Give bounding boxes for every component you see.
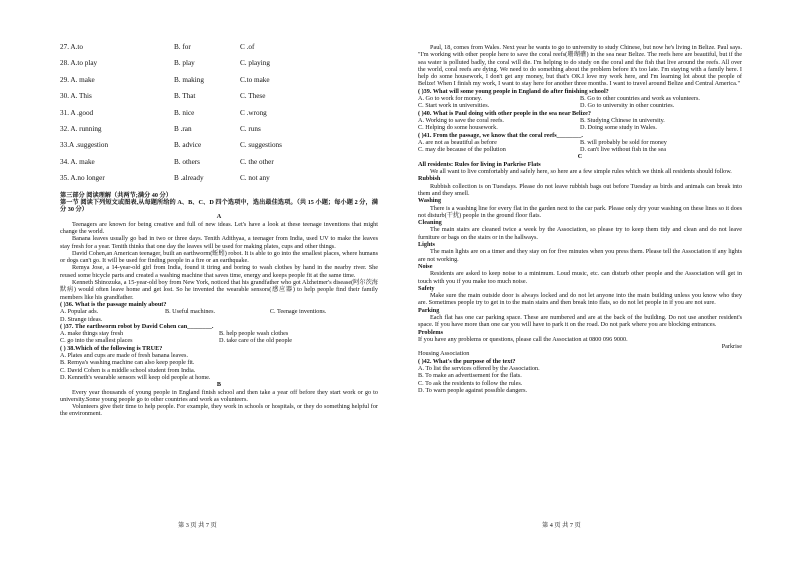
choice: A. Working to save the coral reefs. bbox=[418, 116, 504, 124]
rule-text: There is a washing line for every flat in the garden next to the car park. Please only dry your washing on these lines so it does not disturb(干扰) people in the ground floor flats. bbox=[418, 204, 742, 219]
section-title: 第三部分 阅读理解（共两节;满分 40 分） bbox=[60, 191, 172, 199]
passage-a-paragraph: Teenagers are known for being creative and full of new ideas. Let's have a look at these teenage inventions that might change the world. bbox=[60, 220, 378, 235]
option-number: 31. A .good bbox=[60, 108, 94, 117]
option-list bbox=[60, 44, 378, 192]
choice: B. will probably be sold for money bbox=[580, 138, 667, 146]
passage-a-paragraph: Banana leaves usually go bad in two or three days. Tenith Adithyaa, a teenager from India, used UV to make the leaves stay fresh for a year. Tenith thinks that one day the leaves will be used for making plates, cups and other things. bbox=[60, 235, 378, 250]
question-36: ( )36. What is the passage mainly about? bbox=[60, 300, 167, 308]
option-c: C.to make bbox=[240, 75, 270, 84]
choice: B. Useful machines. bbox=[164, 308, 216, 316]
question-39-options bbox=[418, 95, 742, 110]
option-row bbox=[60, 77, 378, 93]
option-b: B .already bbox=[174, 174, 204, 183]
question-37-options bbox=[60, 330, 378, 345]
choice: A. Popular ads. bbox=[60, 308, 99, 316]
rule-text: If you have any problems or questions, please call the Association at 0800 096 9000. bbox=[418, 335, 628, 343]
choice: A. Go to work for money. bbox=[418, 95, 483, 103]
choice: C. go into the smallest places bbox=[60, 337, 133, 345]
choice: B. To make an advertisement for the flats. bbox=[418, 372, 522, 380]
passage-a-letter: A bbox=[216, 213, 222, 221]
option-number: 34. A. make bbox=[60, 157, 95, 166]
question-38-options bbox=[60, 352, 378, 381]
option-row bbox=[60, 93, 378, 109]
choice: C. Helping do some housework. bbox=[418, 124, 498, 132]
option-c: C. the other bbox=[240, 157, 274, 166]
rule-text: The main lights are on a timer and they stay on for five minutes when you press them. Please tell the Association if any lights are not working. bbox=[418, 248, 742, 263]
rule-text: The main stairs are cleaned twice a week by the Association, so please try to keep them tidy and clean and do not leave furniture or bags on the stairs or in the hallways. bbox=[418, 226, 742, 241]
choice: A. are not as beautiful as before bbox=[418, 138, 497, 146]
option-c: C. suggestions bbox=[240, 141, 282, 150]
passage-c-title: All residents: Rules for living in Parkrise Flats bbox=[418, 160, 541, 168]
option-number: 27. A.to bbox=[60, 43, 83, 51]
option-row bbox=[60, 159, 378, 175]
option-b: B. making bbox=[174, 75, 204, 84]
option-row bbox=[60, 175, 378, 191]
option-b: B. advice bbox=[174, 141, 202, 150]
rule-heading: Parking bbox=[418, 306, 440, 314]
choice: B. help people wash clothes bbox=[219, 330, 289, 338]
option-b: B. for bbox=[174, 43, 191, 51]
option-b: B. nice bbox=[174, 108, 195, 117]
choice: A. Plates and cups are made of fresh banana leaves. bbox=[60, 352, 188, 360]
option-c: C .wrong bbox=[240, 108, 267, 117]
left-column bbox=[60, 44, 378, 418]
option-number: 32. A. running bbox=[60, 124, 102, 133]
choice: D. Strange ideas. bbox=[60, 315, 103, 323]
choice: B. Studying Chinese in university. bbox=[580, 116, 665, 124]
option-c: C. not any bbox=[240, 174, 270, 183]
rule-heading: Rubbish bbox=[418, 175, 441, 183]
passage-b-letter: B bbox=[216, 381, 222, 389]
option-row bbox=[60, 126, 378, 142]
rule-text: Make sure the main outside door is always locked and do not let anyone into the main building unless you know who they are. Sometimes people try to get in to the main stairs and then break into flats, so do not let people in if you are not sure. bbox=[418, 292, 742, 307]
option-b: B. others bbox=[174, 157, 200, 166]
option-b: B. That bbox=[174, 92, 196, 101]
question-37: ( )37. The earthworm robot by David Cohen can________. bbox=[60, 322, 214, 330]
option-number: 28. A.to play bbox=[60, 59, 98, 68]
rule-heading: Safety bbox=[418, 284, 435, 292]
option-c: C. runs bbox=[240, 124, 261, 133]
section-instructions: 第一节 阅读下列短文或图表,从每题所给的 A、B、C、D 四个选项中，选出最佳选项。（共 15 小题；每小题 2 分，满分 30 分） bbox=[60, 198, 378, 214]
rule-heading: Problems bbox=[418, 328, 443, 336]
rule-heading: Cleaning bbox=[418, 219, 442, 227]
option-b: B. play bbox=[174, 59, 195, 68]
choice: C. David Cohen is a middle school student from India. bbox=[60, 366, 196, 374]
passage-c-intro: We all want to live comfortably and safely here, so here are a few simple rules which we think all residents should follow. bbox=[430, 168, 732, 176]
choice: D. take care of the old people bbox=[219, 337, 293, 345]
passage-a-paragraph: David Cohen,an American teenager, built an earthworm(蚯蚓) robot. It is able to go into the smallest places, where humans or dogs can't go. It will be used for finding people in a fire or an earthquake. bbox=[60, 249, 378, 265]
question-38: ( ) 38.Which of the following is TRUE? bbox=[60, 344, 163, 352]
choice: D. Go to university in other countries. bbox=[580, 102, 675, 110]
option-number: 30. A. This bbox=[60, 92, 92, 101]
option-row bbox=[60, 60, 378, 76]
option-row bbox=[60, 44, 378, 60]
passage-a-paragraph: Remya Jose, a 14-year-old girl from India, found it tiring and boring to wash clothes by hand in the nearby river. She reused some bicycle parts and created a washing machine that saves time, energy and keeps people fit at the same time. bbox=[60, 264, 378, 279]
option-c: C. playing bbox=[240, 59, 270, 68]
rule-heading: Noise bbox=[418, 262, 433, 270]
rule-heading: Washing bbox=[418, 197, 442, 205]
option-number: 35. A.no longer bbox=[60, 174, 105, 183]
right-column bbox=[418, 44, 742, 394]
choice: C. Start work in universities. bbox=[418, 102, 490, 110]
option-b: B .ran bbox=[174, 124, 192, 133]
choice: B. Go to other countries and work as volunteers. bbox=[580, 95, 700, 103]
question-42: ( )42. What's the purpose of the text? bbox=[418, 357, 516, 365]
option-number: 33.A .suggestion bbox=[60, 141, 109, 150]
page-number-right: 第 4 页 共 7 页 bbox=[542, 522, 581, 529]
question-42-options bbox=[418, 365, 742, 394]
question-41: ( )41. From the passage, we know that the coral reefs________. bbox=[418, 131, 583, 139]
choice: A. To list the services offered by the Association. bbox=[418, 365, 540, 373]
option-row bbox=[60, 110, 378, 126]
choice: D. To warn people against possible dangers. bbox=[418, 386, 528, 394]
choice: A. make things stay fresh bbox=[60, 330, 124, 338]
choice: B. Remya's washing machine can also keep people fit. bbox=[60, 359, 195, 367]
choice: D. Kenneth's wearable sensors will keep old people at home. bbox=[60, 373, 211, 381]
choice: D. can't live without fish in the sea bbox=[580, 146, 667, 154]
passage-b-paragraph: Volunteers give their time to help people. For example, they work in schools or hospitals, or they do something helpful for the environment. bbox=[60, 403, 378, 418]
page-number-left: 第 3 页 共 7 页 bbox=[178, 522, 217, 529]
choice: C. Teenage inventions. bbox=[269, 308, 327, 316]
signature-line-1: Parkrise bbox=[721, 343, 742, 351]
rule-text: Residents are asked to keep noise to a minimum. Loud music, etc. can disturb other people and the Association will get in touch with you if you make too much noise. bbox=[418, 270, 742, 285]
passage-b-paragraph: Every year thousands of young people in England finish school and then take a year off before they start work or go to university.Some young people go to other countries and work as volunteers. bbox=[60, 388, 378, 403]
question-40: ( )40. What is Paul doing with other people in the sea near Belize? bbox=[418, 109, 591, 117]
choice: C. To ask the residents to follow the rules. bbox=[418, 379, 523, 387]
choice: D. Doing some study in Wales. bbox=[580, 124, 657, 132]
passage-a-paragraph: Kenneth Shinozuka, a 15-year-old boy from New York, noticed that his grandfather who got Alzheimer's disease(阿尔茨海默病) would often leave home and get lost. So he invented the wearable sensors(感应器) to help people find their family members like his grandfather. bbox=[60, 279, 378, 301]
option-number: 29. A. make bbox=[60, 75, 95, 84]
option-c: C. These bbox=[240, 92, 266, 101]
passage-b-paragraph: Paul, 18, comes from Wales. Next year he wants to go to university to study Chinese, but now he's living in Belize. Paul says. "I'm working with other people here to save the coral reefs(珊瑚礁) in the sea near Belize. The reefs here are beautiful, but if the sea water is polluted badly, the coral will die. I'm helping to do study on the coral and the fish that live around the reefs. All over the world, coral reefs are dying. We need to do something about the problem before it's too late. I'm staying with a family here. I help do some housework, I don't get any money, but that's OK.I love my work here, and I'm learning lot about the people of Belize! When I finish my work, I want to stay here for another three months. I want to travel around Belize and Central America." bbox=[418, 44, 742, 88]
option-row bbox=[60, 142, 378, 158]
question-36-options bbox=[60, 308, 378, 323]
question-40-options bbox=[418, 117, 742, 132]
choice: C. may die because of the pollution bbox=[418, 146, 506, 154]
option-c: C .of bbox=[240, 43, 255, 51]
question-41-options bbox=[418, 139, 742, 154]
rule-text: Rubbish collection is on Tuesdays. Please do not leave rubbish bags out before Tuesday as birds and animals can break into them and they smell. bbox=[418, 182, 742, 197]
rule-text: Each flat has one car parking space. These are numbered and are at the back of the building. Do not use another resident's space. If you have more than one car you will have to park it on the road. Do not park where you are blocking entrances. bbox=[418, 313, 742, 329]
rule-heading: Lights bbox=[418, 241, 435, 249]
question-39: ( )39. What will some young people in England do after finishing school? bbox=[418, 87, 609, 95]
passage-c-letter: C bbox=[577, 153, 583, 161]
signature-line-2: Housing Association bbox=[418, 350, 470, 358]
